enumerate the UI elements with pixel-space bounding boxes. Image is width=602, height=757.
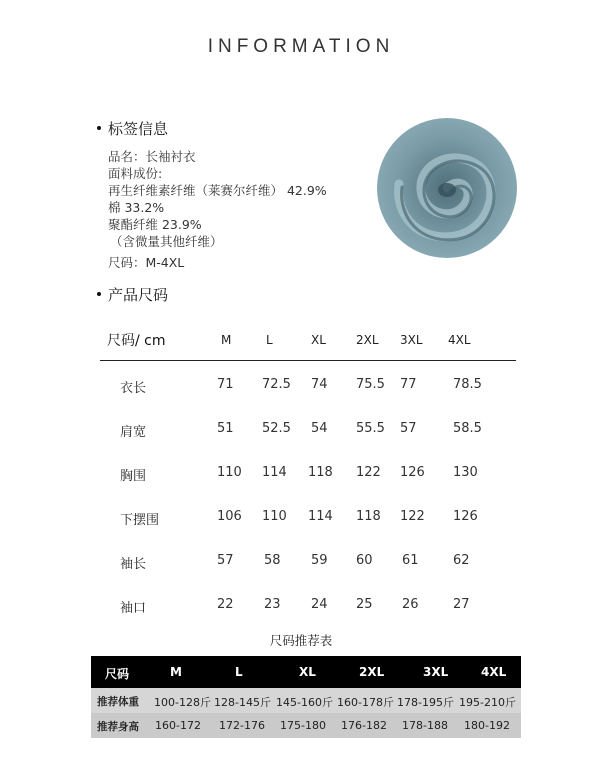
fabric-line: 再生纤维素纤维（莱赛尔纤维） 42.9% [108, 183, 327, 198]
fabric-line: 聚酯纤维 23.9% [108, 217, 202, 232]
cell: 126 [453, 509, 478, 524]
cell: 77 [400, 377, 417, 392]
table-row [91, 713, 521, 738]
cell: 22 [217, 597, 234, 612]
bullet-icon [97, 126, 101, 130]
cell: 72.5 [262, 377, 291, 392]
row-name: 袖长 [120, 557, 147, 572]
header-cell: 3XL [423, 665, 449, 679]
cell: 118 [308, 465, 333, 480]
cell: 172-176 [219, 719, 265, 732]
row-name: 推荐体重 [97, 696, 139, 708]
cell: 195-210斤 [459, 696, 516, 709]
cell: 75.5 [356, 377, 385, 392]
cell: 58 [264, 553, 281, 568]
cell: 175-180 [280, 719, 326, 732]
label-heading-text: 标签信息 [108, 120, 169, 138]
header-cell: M [170, 665, 182, 679]
cell: 122 [356, 465, 381, 480]
size-col-header: 4XL [448, 333, 471, 347]
table-row [100, 449, 516, 493]
cell: 26 [402, 597, 419, 612]
fabric-label: 面料成份: [108, 166, 163, 181]
row-name: 肩宽 [120, 425, 147, 440]
table-row [100, 493, 516, 537]
cell: 74 [311, 377, 328, 392]
cell: 145-160斤 [276, 696, 333, 709]
cell: 160-178斤 [337, 696, 394, 709]
cell: 126 [400, 465, 425, 480]
cell: 24 [311, 597, 328, 612]
size-col-header: L [266, 333, 273, 347]
row-name: 衣长 [120, 381, 147, 396]
label-section-heading [97, 118, 168, 139]
cell: 25 [356, 597, 373, 612]
cell: 51 [217, 421, 234, 436]
cell: 114 [308, 509, 333, 524]
cell: 71 [217, 377, 234, 392]
cell: 180-192 [464, 719, 510, 732]
cell: 58.5 [453, 421, 482, 436]
cell: 100-128斤 [154, 696, 211, 709]
bullet-icon [97, 292, 101, 296]
size-col-header: XL [311, 333, 326, 347]
recommend-table [91, 656, 521, 738]
page-title: INFORMATION [207, 36, 395, 57]
header-cell: L [235, 665, 243, 679]
fabric-swatch-image [377, 118, 517, 258]
cell: 54 [311, 421, 328, 436]
recommend-title: 尺码推荐表 [269, 633, 333, 648]
size-table [100, 326, 516, 625]
cell: 57 [217, 553, 234, 568]
size-heading-text: 产品尺码 [108, 286, 169, 304]
cell: 60 [356, 553, 373, 568]
header-cell: 尺码 [105, 667, 130, 681]
table-row [100, 537, 516, 581]
header-cell: 2XL [359, 665, 385, 679]
cell: 114 [262, 465, 287, 480]
cell: 130 [453, 465, 478, 480]
cell: 178-188 [402, 719, 448, 732]
cell: 128-145斤 [214, 696, 271, 709]
row-name: 推荐身高 [97, 721, 139, 733]
cell: 61 [402, 553, 419, 568]
cell: 55.5 [356, 421, 385, 436]
cell: 110 [217, 465, 242, 480]
cell: 62 [453, 553, 470, 568]
row-name: 胸围 [120, 469, 147, 484]
cell: 122 [400, 509, 425, 524]
table-row [100, 361, 516, 405]
cell: 78.5 [453, 377, 482, 392]
unit-label: 尺码/ cm [107, 333, 166, 349]
size-range: 尺码：M-4XL [108, 255, 185, 270]
size-col-header: 2XL [356, 333, 379, 347]
header-cell: XL [299, 665, 316, 679]
cell: 106 [217, 509, 242, 524]
fabric-line: （含微量其他纤维） [110, 234, 223, 249]
cell: 23 [264, 597, 281, 612]
size-section-heading [97, 284, 168, 305]
fabric-line: 棉 33.2% [108, 200, 165, 215]
cell: 57 [400, 421, 417, 436]
cell: 27 [453, 597, 470, 612]
size-col-header: M [221, 333, 232, 347]
cell: 59 [311, 553, 328, 568]
cell: 118 [356, 509, 381, 524]
header-cell: 4XL [481, 665, 507, 679]
label-info [108, 148, 327, 271]
cell: 110 [262, 509, 287, 524]
cell: 176-182 [341, 719, 387, 732]
row-name: 袖口 [120, 601, 147, 616]
size-col-header: 3XL [400, 333, 423, 347]
table-row [100, 405, 516, 449]
cell: 52.5 [262, 421, 291, 436]
cell: 160-172 [155, 719, 201, 732]
table-row [91, 688, 521, 713]
size-table-header [100, 326, 516, 361]
row-name: 下摆围 [120, 513, 160, 528]
cell: 178-195斤 [397, 696, 454, 709]
table-row [100, 581, 516, 625]
product-name: 品名：长袖衬衣 [108, 149, 196, 164]
recommend-header [91, 656, 521, 688]
